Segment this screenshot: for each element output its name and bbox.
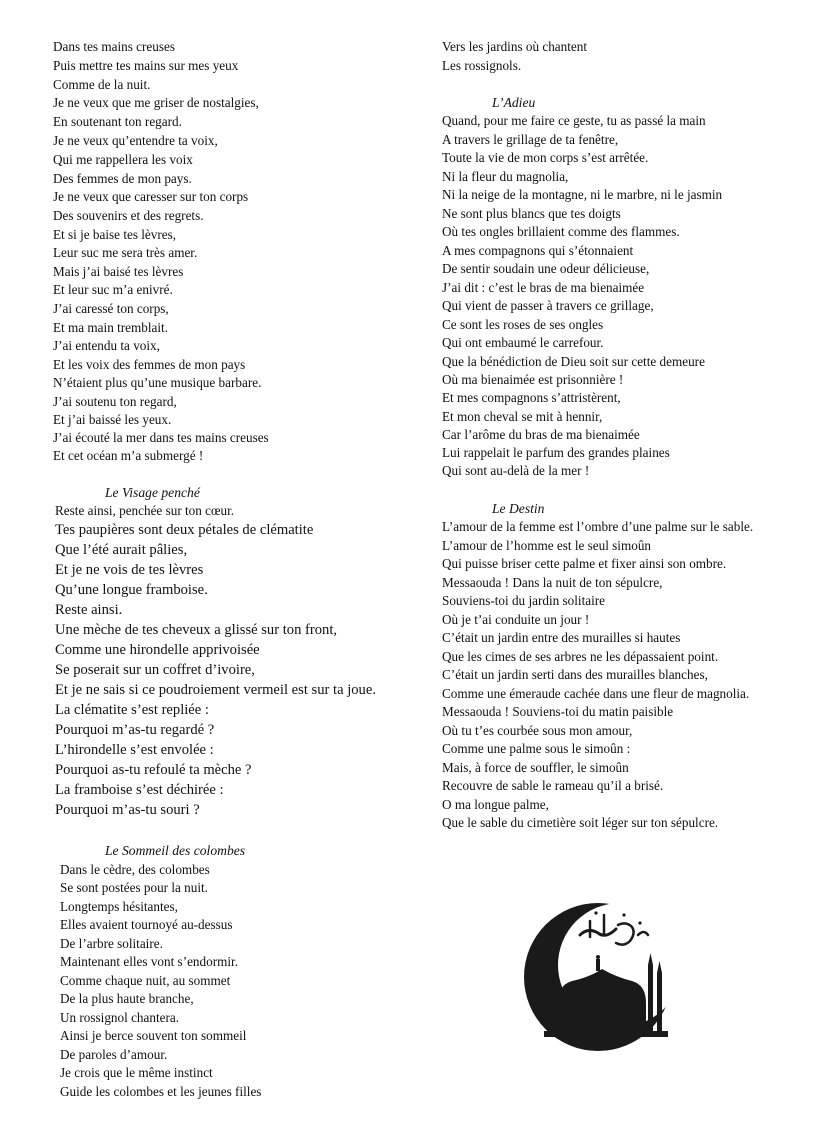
poem-line: C’était un jardin serti dans des murailles blanches, [442,667,708,682]
poem-line: Qui vient de passer à travers ce grillage, [442,298,654,313]
poem-line: J’ai soutenu ton regard, [53,394,177,409]
poem-line: A mes compagnons qui s’étonnaient [442,243,634,258]
poem-line: Où je t’ai conduite un jour ! [442,612,590,627]
poem-line: Quand, pour me faire ce geste, tu as passé la main [442,113,706,128]
poem-line: Comme une hirondelle apprivoisée [55,642,260,658]
poem-line: Pourquoi m’as-tu souri ? [55,802,200,818]
poem-line: L’amour de l’homme est le seul simoûn [442,538,652,553]
poem-line: Et cet océan m’a submergé ! [53,448,204,463]
poem-line: Et les voix des femmes de mon pays [53,357,246,372]
poem-line: Souviens-toi du jardin solitaire [442,593,605,608]
poem-line: Reste ainsi, penchée sur ton cœur. [55,503,235,518]
poem-line: Et si je baise tes lèvres, [53,227,177,242]
poem-line: N’étaient plus qu’une musique barbare. [53,375,262,390]
poem-line: Messaouda ! Souviens-toi du matin paisible [442,704,674,719]
poem-line: Qui sont au-delà de la mer ! [442,463,590,478]
poem-line: Et j’ai baissé les yeux. [53,412,172,427]
poem-line: Et mes compagnons s’attristèrent, [442,390,621,405]
poem-line: Reste ainsi. [55,602,123,618]
poem-line: Ainsi je berce souvent ton sommeil [60,1028,247,1043]
poem-line: Comme chaque nuit, au sommet [60,973,231,988]
poem-line: Longtemps hésitantes, [60,899,178,914]
poem-line: Leur suc me sera très amer. [53,245,198,260]
poem-line: J’ai dit : c’est le bras de ma bienaimée [442,280,645,295]
poem-line: Recouvre de sable le rameau qu’il a brisé. [442,778,664,793]
poem-line: Comme une palme sous le simoûn : [442,741,631,756]
poem-line: Des souvenirs et des regrets. [53,208,204,223]
poem-line: Et ma main tremblait. [53,320,168,335]
poem-title: Le Destin [492,501,545,516]
poem-title: L’Adieu [492,95,536,110]
poem-line: La framboise s’est déchirée : [55,782,224,798]
poem-line: Qui me rappellera les voix [53,152,193,167]
poem-line: Ni la fleur du magnolia, [442,169,569,184]
poem-line: Qu’une longue framboise. [55,582,208,598]
poem-line: Vers les jardins où chantent [442,39,588,54]
poem-line: Je crois que le même instinct [60,1065,213,1080]
poem-line: Dans tes mains creuses [53,39,175,54]
poem-line: Mais j’ai baisé tes lèvres [53,264,184,279]
poem-line: Où ma bienaimée est prisonnière ! [442,372,624,387]
crescent-mosque-icon [520,885,680,1055]
poem-line: A travers le grillage de ta fenêtre, [442,132,619,147]
poem-line: L’amour de la femme est l’ombre d’une palme sur le sable. [442,519,754,534]
poem-line: Que les cimes de ses arbres ne les dépassaient point. [442,649,719,664]
poem-line: Une mèche de tes cheveux a glissé sur ton front, [55,622,338,638]
poem-line: Que la bénédiction de Dieu soit sur cette demeure [442,354,705,369]
poem-line: Messaouda ! Dans la nuit de ton sépulcre, [442,575,663,590]
poem-line: De sentir soudain une odeur délicieuse, [442,261,650,276]
poem-line: De l’arbre solitaire. [60,936,163,951]
poem-line: Je ne veux que me griser de nostalgies, [53,95,259,110]
poem-line: J’ai écouté la mer dans tes mains creuses [53,430,269,445]
poem-line: De la plus haute branche, [60,991,194,1006]
poem-line: L’hirondelle s’est envolée : [55,742,214,758]
poem-line: Des femmes de mon pays. [53,171,192,186]
poem-line: Se poserait sur un coffret d’ivoire, [55,662,255,678]
poem-line: Elles avaient tournoyé au-dessus [60,917,233,932]
poem-line: C’était un jardin entre des murailles si hautes [442,630,681,645]
poem-line: Qui ont embaumé le carrefour. [442,335,604,350]
poem-line: Car l’arôme du bras de ma bienaimée [442,427,640,442]
poem-line: Pourquoi as-tu refoulé ta mèche ? [55,762,252,778]
poem-line: Où tes ongles brillaient comme des flammes. [442,224,680,239]
poem-line: Que le sable du cimetière soit léger sur ton sépulcre. [442,815,719,830]
poem-line: Ni la neige de la montagne, ni le marbre, ni le jasmin [442,187,723,202]
poem-line: Comme de la nuit. [53,77,151,92]
poem-line: J’ai caressé ton corps, [53,301,169,316]
poem-line: Et je ne vois de tes lèvres [55,562,204,578]
poem-line: Je ne veux que caresser sur ton corps [53,189,249,204]
poem-line: Et je ne sais si ce poudroiement vermeil est sur ta joue. [55,682,376,698]
poem-line: Comme une émeraude cachée dans une fleur de magnolia. [442,686,750,701]
poem-line: Ce sont les roses de ses ongles [442,317,604,332]
poem-line: Et mon cheval se mit à hennir, [442,409,603,424]
poem-line: Ne sont plus blancs que tes doigts [442,206,621,221]
poem-line: Se sont postées pour la nuit. [60,880,208,895]
poem-line: O ma longue palme, [442,797,549,812]
poem-line: Que l’été aurait pâlies, [55,542,188,558]
poem-line: Pourquoi m’as-tu regardé ? [55,722,215,738]
poem-line: Et leur suc m’a enivré. [53,282,173,297]
poem-line: Un rossignol chantera. [60,1010,180,1025]
poem-line: Où tu t’es courbée sous mon amour, [442,723,633,738]
poem-line: En soutenant ton regard. [53,114,182,129]
poem-line: Toute la vie de mon corps s’est arrêtée. [442,150,649,165]
poem-line: Je ne veux qu’entendre ta voix, [53,133,218,148]
poem-title: Le Visage penché [105,485,200,500]
poem-line: La clématite s’est repliée : [55,702,209,718]
poem-line: Qui puisse briser cette palme et fixer ainsi son ombre. [442,556,727,571]
poem-line: Tes paupières sont deux pétales de clématite [55,522,314,538]
poem-line: De paroles d’amour. [60,1047,168,1062]
poem-title: Le Sommeil des colombes [105,843,246,858]
poem-line: J’ai entendu ta voix, [53,338,160,353]
poem-line: Maintenant elles vont s’endormir. [60,954,238,969]
poem-line: Guide les colombes et les jeunes filles [60,1084,262,1099]
poem-line: Lui rappelait le parfum des grandes plaines [442,445,670,460]
poem-line: Mais, à force de souffler, le simoûn [442,760,629,775]
poem-line: Dans le cèdre, des colombes [60,862,210,877]
poem-line: Les rossignols. [442,58,522,73]
poem-line: Puis mettre tes mains sur mes yeux [53,58,239,73]
